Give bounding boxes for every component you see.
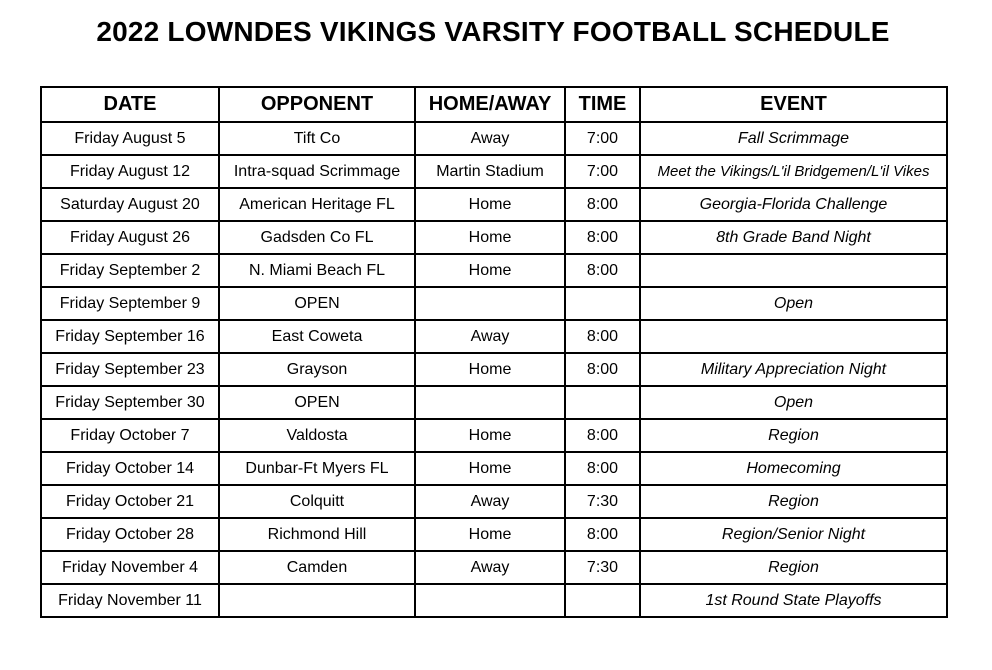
opponent-cell: American Heritage FL <box>219 188 415 221</box>
time-cell: 8:00 <box>565 419 640 452</box>
opponent-cell: Dunbar-Ft Myers FL <box>219 452 415 485</box>
opponent-cell: Richmond Hill <box>219 518 415 551</box>
date-cell: Friday September 23 <box>41 353 219 386</box>
table-row <box>41 254 947 287</box>
event-cell: Georgia-Florida Challenge <box>640 188 947 221</box>
opponent-cell <box>219 584 415 617</box>
home-away-cell: Home <box>415 419 565 452</box>
opponent-cell: Colquitt <box>219 485 415 518</box>
time-cell: 8:00 <box>565 452 640 485</box>
time-cell <box>565 584 640 617</box>
home-away-cell: Home <box>415 188 565 221</box>
date-cell: Friday October 21 <box>41 485 219 518</box>
event-cell: Military Appreciation Night <box>640 353 947 386</box>
table-row <box>41 320 947 353</box>
opponent-cell: Camden <box>219 551 415 584</box>
home-away-cell: Home <box>415 518 565 551</box>
column-header-home-away: HOME/AWAY <box>415 87 565 122</box>
table-row <box>41 584 947 617</box>
table-row <box>41 386 947 419</box>
home-away-cell: Away <box>415 320 565 353</box>
time-cell: 7:00 <box>565 122 640 155</box>
event-cell <box>640 254 947 287</box>
date-cell: Friday August 12 <box>41 155 219 188</box>
home-away-cell: Away <box>415 551 565 584</box>
header-row <box>41 87 947 122</box>
opponent-cell: East Coweta <box>219 320 415 353</box>
event-cell: Region <box>640 551 947 584</box>
opponent-cell: Grayson <box>219 353 415 386</box>
event-cell: Fall Scrimmage <box>640 122 947 155</box>
opponent-cell: Gadsden Co FL <box>219 221 415 254</box>
table-row <box>41 452 947 485</box>
table-row <box>41 353 947 386</box>
time-cell: 8:00 <box>565 518 640 551</box>
opponent-cell: OPEN <box>219 287 415 320</box>
time-cell: 7:30 <box>565 485 640 518</box>
home-away-cell <box>415 287 565 320</box>
event-cell: Open <box>640 386 947 419</box>
date-cell: Friday September 16 <box>41 320 219 353</box>
table-row <box>41 551 947 584</box>
column-header-date: DATE <box>41 87 219 122</box>
opponent-cell: Valdosta <box>219 419 415 452</box>
event-cell: Region <box>640 419 947 452</box>
date-cell: Friday August 26 <box>41 221 219 254</box>
table-row <box>41 122 947 155</box>
date-cell: Friday September 2 <box>41 254 219 287</box>
column-header-event: EVENT <box>640 87 947 122</box>
date-cell: Friday November 4 <box>41 551 219 584</box>
table-row <box>41 221 947 254</box>
home-away-cell: Home <box>415 254 565 287</box>
home-away-cell: Away <box>415 122 565 155</box>
date-cell: Friday September 30 <box>41 386 219 419</box>
time-cell: 7:30 <box>565 551 640 584</box>
table-row <box>41 188 947 221</box>
event-cell: 8th Grade Band Night <box>640 221 947 254</box>
time-cell <box>565 386 640 419</box>
opponent-cell: OPEN <box>219 386 415 419</box>
date-cell: Saturday August 20 <box>41 188 219 221</box>
schedule-table <box>40 86 948 618</box>
table-row <box>41 518 947 551</box>
date-cell: Friday October 28 <box>41 518 219 551</box>
event-cell: Region/Senior Night <box>640 518 947 551</box>
home-away-cell: Home <box>415 221 565 254</box>
date-cell: Friday October 7 <box>41 419 219 452</box>
date-cell: Friday August 5 <box>41 122 219 155</box>
table-row <box>41 155 947 188</box>
event-cell: Region <box>640 485 947 518</box>
event-cell <box>640 320 947 353</box>
event-cell: Homecoming <box>640 452 947 485</box>
date-cell: Friday September 9 <box>41 287 219 320</box>
time-cell: 8:00 <box>565 221 640 254</box>
home-away-cell <box>415 584 565 617</box>
table-row <box>41 485 947 518</box>
column-header-opponent: OPPONENT <box>219 87 415 122</box>
time-cell: 8:00 <box>565 320 640 353</box>
date-cell: Friday October 14 <box>41 452 219 485</box>
opponent-cell: Tift Co <box>219 122 415 155</box>
time-cell: 8:00 <box>565 188 640 221</box>
home-away-cell <box>415 386 565 419</box>
home-away-cell: Home <box>415 452 565 485</box>
event-cell: Meet the Vikings/L'il Bridgemen/L'il Vikes <box>640 155 947 188</box>
event-cell: Open <box>640 287 947 320</box>
date-cell: Friday November 11 <box>41 584 219 617</box>
opponent-cell: Intra-squad Scrimmage <box>219 155 415 188</box>
time-cell: 8:00 <box>565 254 640 287</box>
table-row <box>41 419 947 452</box>
table-row <box>41 287 947 320</box>
home-away-cell: Martin Stadium <box>415 155 565 188</box>
time-cell: 8:00 <box>565 353 640 386</box>
home-away-cell: Away <box>415 485 565 518</box>
page-title: 2022 LOWNDES VIKINGS VARSITY FOOTBALL SCHEDULE <box>96 16 890 47</box>
home-away-cell: Home <box>415 353 565 386</box>
event-cell: 1st Round State Playoffs <box>640 584 947 617</box>
opponent-cell: N. Miami Beach FL <box>219 254 415 287</box>
time-cell: 7:00 <box>565 155 640 188</box>
time-cell <box>565 287 640 320</box>
column-header-time: TIME <box>565 87 640 122</box>
